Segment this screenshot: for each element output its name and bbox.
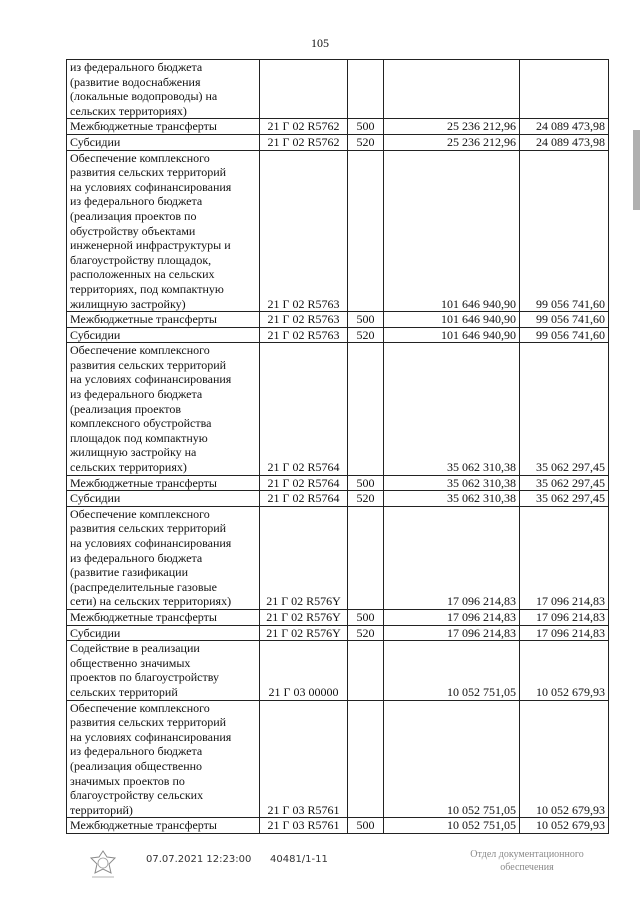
footer-department-stamp: Отдел документационного обеспечения xyxy=(470,849,584,873)
row-amount-2-cell xyxy=(520,60,609,119)
row-type-cell: 520 xyxy=(348,327,384,343)
table-row xyxy=(67,818,609,834)
row-amount-1-cell: 10 052 751,05 xyxy=(384,818,520,834)
table-row xyxy=(67,150,609,312)
row-amount-2-cell: 10 052 679,93 xyxy=(520,700,609,818)
row-amount-2-cell: 10 052 679,93 xyxy=(520,818,609,834)
row-amount-1-cell: 35 062 310,38 xyxy=(384,343,520,475)
row-type-cell: 520 xyxy=(348,491,384,507)
row-type-cell: 500 xyxy=(348,119,384,135)
row-name-cell: Межбюджетные трансферты xyxy=(67,609,260,625)
budget-table-body xyxy=(67,60,609,834)
row-amount-2-cell: 99 056 741,60 xyxy=(520,312,609,328)
row-code-cell: 21 Г 02 R5763 xyxy=(260,312,348,328)
row-name-cell: Межбюджетные трансферты xyxy=(67,312,260,328)
row-amount-2-cell: 17 096 214,83 xyxy=(520,625,609,641)
row-type-cell xyxy=(348,343,384,475)
table-row xyxy=(67,641,609,700)
row-code-cell: 21 Г 02 R5762 xyxy=(260,134,348,150)
row-code-cell: 21 Г 02 R5762 xyxy=(260,119,348,135)
table-row xyxy=(67,609,609,625)
row-type-cell: 520 xyxy=(348,134,384,150)
row-amount-1-cell: 101 646 940,90 xyxy=(384,327,520,343)
row-amount-2-cell: 99 056 741,60 xyxy=(520,150,609,312)
scan-edge-mark xyxy=(633,130,640,210)
row-amount-2-cell: 35 062 297,45 xyxy=(520,491,609,507)
row-code-cell: 21 Г 03 R5761 xyxy=(260,700,348,818)
row-amount-1-cell: 25 236 212,96 xyxy=(384,119,520,135)
row-amount-1-cell: 17 096 214,83 xyxy=(384,506,520,609)
row-amount-1-cell: 25 236 212,96 xyxy=(384,134,520,150)
footer-doc-number: 40481/1-11 xyxy=(270,854,328,865)
row-amount-1-cell xyxy=(384,60,520,119)
row-amount-1-cell: 101 646 940,90 xyxy=(384,150,520,312)
registration-stamp-icon xyxy=(88,848,118,880)
table-row xyxy=(67,475,609,491)
page-footer xyxy=(0,848,640,888)
row-amount-1-cell: 10 052 751,05 xyxy=(384,641,520,700)
row-amount-1-cell: 17 096 214,83 xyxy=(384,625,520,641)
table-row xyxy=(67,119,609,135)
row-type-cell xyxy=(348,60,384,119)
page-number: 105 xyxy=(311,36,329,50)
row-name-cell: Субсидии xyxy=(67,491,260,507)
table-row xyxy=(67,327,609,343)
row-name-cell: из федерального бюджета (развитие водоснабжения (локальные водопроводы) на сельских территориях) xyxy=(67,60,260,119)
row-amount-2-cell: 24 089 473,98 xyxy=(520,119,609,135)
row-type-cell: 500 xyxy=(348,475,384,491)
row-amount-2-cell: 35 062 297,45 xyxy=(520,475,609,491)
table-row xyxy=(67,700,609,818)
row-amount-1-cell: 35 062 310,38 xyxy=(384,475,520,491)
row-name-cell: Обеспечение комплексного развития сельских территорий на условиях софинансирования из федерального бюджета (реализация проектов комплексного обустройства площадок под компактную жилищную застройку на сельских территориях) xyxy=(67,343,260,475)
row-amount-1-cell: 17 096 214,83 xyxy=(384,609,520,625)
table-row xyxy=(67,60,609,119)
row-name-cell: Межбюджетные трансферты xyxy=(67,475,260,491)
row-name-cell: Субсидии xyxy=(67,134,260,150)
row-type-cell xyxy=(348,150,384,312)
row-name-cell: Содействие в реализации общественно значимых проектов по благоустройству сельских территорий xyxy=(67,641,260,700)
row-type-cell: 500 xyxy=(348,312,384,328)
row-amount-2-cell: 17 096 214,83 xyxy=(520,609,609,625)
row-amount-1-cell: 10 052 751,05 xyxy=(384,700,520,818)
table-row xyxy=(67,625,609,641)
row-amount-1-cell: 35 062 310,38 xyxy=(384,491,520,507)
table-row xyxy=(67,343,609,475)
row-amount-2-cell: 17 096 214,83 xyxy=(520,506,609,609)
table-row xyxy=(67,491,609,507)
row-type-cell xyxy=(348,641,384,700)
row-code-cell: 21 Г 02 R5764 xyxy=(260,475,348,491)
row-code-cell: 21 Г 02 R576Y xyxy=(260,609,348,625)
row-name-cell: Субсидии xyxy=(67,625,260,641)
row-name-cell: Межбюджетные трансферты xyxy=(67,818,260,834)
row-type-cell xyxy=(348,506,384,609)
row-name-cell: Межбюджетные трансферты xyxy=(67,119,260,135)
row-amount-2-cell: 35 062 297,45 xyxy=(520,343,609,475)
row-name-cell: Обеспечение комплексного развития сельских территорий на условиях софинансирования из федерального бюджета (развитие газификации (распределительные газовые сети) на сельских территориях) xyxy=(67,506,260,609)
table-row xyxy=(67,312,609,328)
row-type-cell: 500 xyxy=(348,818,384,834)
row-code-cell: 21 Г 03 00000 xyxy=(260,641,348,700)
row-code-cell: 21 Г 02 R5764 xyxy=(260,491,348,507)
table-row xyxy=(67,134,609,150)
budget-table xyxy=(66,59,609,834)
row-name-cell: Субсидии xyxy=(67,327,260,343)
row-code-cell: 21 Г 02 R576Y xyxy=(260,625,348,641)
row-code-cell: 21 Г 02 R5763 xyxy=(260,327,348,343)
row-code-cell: 21 Г 02 R576Y xyxy=(260,506,348,609)
row-name-cell: Обеспечение комплексного развития сельских территорий на условиях софинансирования из федерального бюджета (реализация проектов по обустройству объектами инженерной инфраструктуры и благоустройству площадок, расположенных на сельских территориях, под компактную жилищную застройку) xyxy=(67,150,260,312)
row-name-cell: Обеспечение комплексного развития сельских территорий на условиях софинансирования из федерального бюджета (реализация общественно значимых проектов по благоустройству сельских территорий) xyxy=(67,700,260,818)
row-code-cell xyxy=(260,60,348,119)
row-amount-2-cell: 99 056 741,60 xyxy=(520,327,609,343)
row-code-cell: 21 Г 02 R5763 xyxy=(260,150,348,312)
row-type-cell xyxy=(348,700,384,818)
row-type-cell: 500 xyxy=(348,609,384,625)
row-code-cell: 21 Г 02 R5764 xyxy=(260,343,348,475)
row-amount-2-cell: 24 089 473,98 xyxy=(520,134,609,150)
row-amount-2-cell: 10 052 679,93 xyxy=(520,641,609,700)
row-code-cell: 21 Г 03 R5761 xyxy=(260,818,348,834)
table-row xyxy=(67,506,609,609)
row-type-cell: 520 xyxy=(348,625,384,641)
footer-timestamp: 07.07.2021 12:23:00 xyxy=(146,854,252,865)
row-amount-1-cell: 101 646 940,90 xyxy=(384,312,520,328)
